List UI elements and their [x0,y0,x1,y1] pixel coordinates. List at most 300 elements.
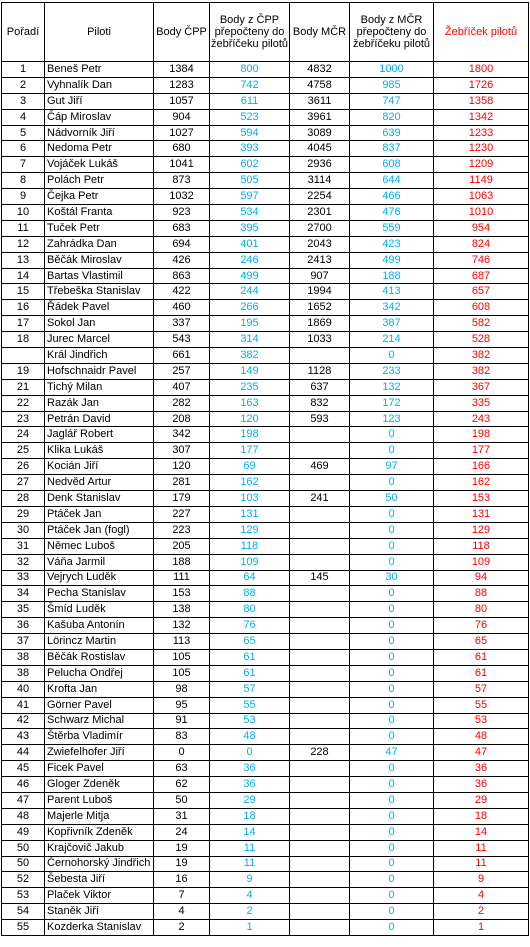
cell-mcr-converted: 97 [350,459,434,475]
table-row [2,681,529,697]
cell-cpp-converted: 244 [210,284,290,300]
cell-mcr-converted: 188 [350,268,434,284]
header-cpp-points: Body ČPP [154,3,210,62]
cell-ladder-points: 11 [434,856,529,872]
cell-pilot-name: Majerle Mitja [45,808,154,824]
cell-rank: 17 [2,316,45,332]
cell-pilot-name: Kašuba Antonín [45,618,154,634]
cell-rank: 4 [2,109,45,125]
cell-pilot-name: Beneš Petr [45,62,154,78]
table-row [2,920,529,936]
table-row [2,665,529,681]
cell-pilot-name: Gut Jiří [45,93,154,109]
cell-pilot-name: Zwiefelhofer Jiří [45,745,154,761]
cell-ladder-points: 57 [434,681,529,697]
cell-cpp-points: 138 [154,602,210,618]
cell-rank: 38 [2,665,45,681]
cell-cpp-points: 153 [154,586,210,602]
table-row [2,459,529,475]
cell-mcr-points [290,697,350,713]
cell-cpp-points: 1283 [154,77,210,93]
table-row [2,904,529,920]
cell-cpp-points: 307 [154,443,210,459]
cell-pilot-name: Petrán David [45,411,154,427]
cell-cpp-converted: 120 [210,411,290,427]
cell-mcr-points: 145 [290,570,350,586]
cell-ladder-points: 1 [434,920,529,936]
cell-pilot-name: Kozderka Stanislav [45,920,154,936]
cell-mcr-points: 1128 [290,363,350,379]
cell-cpp-converted: 594 [210,125,290,141]
cell-cpp-points: 19 [154,856,210,872]
cell-cpp-converted: 382 [210,348,290,364]
cell-cpp-converted: 2 [210,904,290,920]
cell-mcr-converted: 123 [350,411,434,427]
cell-mcr-converted: 0 [350,920,434,936]
cell-pilot-name: Ptáček Jan (fogl) [45,522,154,538]
table-row [2,236,529,252]
cell-rank: 52 [2,872,45,888]
cell-mcr-points: 1652 [290,300,350,316]
cell-cpp-converted: 131 [210,506,290,522]
cell-ladder-points: 1063 [434,189,529,205]
cell-cpp-converted: 109 [210,554,290,570]
table-row [2,173,529,189]
header-pilot-ladder: Žebříček pilotů [434,3,529,62]
cell-cpp-converted: 53 [210,713,290,729]
cell-pilot-name: Nádvorník Jiří [45,125,154,141]
cell-mcr-points: 2043 [290,236,350,252]
cell-ladder-points: 954 [434,220,529,236]
cell-mcr-points [290,427,350,443]
cell-mcr-converted: 0 [350,665,434,681]
cell-mcr-converted: 0 [350,634,434,650]
cell-pilot-name: Běčák Rostislav [45,649,154,665]
cell-mcr-converted: 747 [350,93,434,109]
cell-ladder-points: 1358 [434,93,529,109]
table-row [2,332,529,348]
cell-pilot-name: Razák Jan [45,395,154,411]
cell-pilot-name: Běčák Miroslav [45,252,154,268]
cell-mcr-converted: 0 [350,538,434,554]
cell-rank: 40 [2,681,45,697]
cell-mcr-converted: 0 [350,808,434,824]
cell-mcr-points: 637 [290,379,350,395]
cell-cpp-converted: 4 [210,888,290,904]
cell-mcr-converted: 639 [350,125,434,141]
cell-cpp-converted: 393 [210,141,290,157]
cell-mcr-points [290,618,350,634]
cell-cpp-converted: 401 [210,236,290,252]
table-row [2,808,529,824]
cell-ladder-points: 29 [434,792,529,808]
cell-rank: 55 [2,920,45,936]
cell-mcr-converted: 0 [350,649,434,665]
cell-cpp-converted: 266 [210,300,290,316]
cell-rank: 8 [2,173,45,189]
cell-rank: 21 [2,379,45,395]
cell-ladder-points: 9 [434,872,529,888]
cell-pilot-name: Jaglář Robert [45,427,154,443]
cell-rank: 33 [2,570,45,586]
cell-mcr-converted: 0 [350,856,434,872]
cell-ladder-points: 94 [434,570,529,586]
cell-mcr-points [290,872,350,888]
cell-cpp-points: 1041 [154,157,210,173]
cell-ladder-points: 48 [434,729,529,745]
cell-rank: 6 [2,141,45,157]
cell-mcr-converted: 0 [350,506,434,522]
cell-pilot-name: Šmíd Luděk [45,602,154,618]
cell-rank: 47 [2,792,45,808]
cell-pilot-name: Němec Luboš [45,538,154,554]
cell-cpp-points: 227 [154,506,210,522]
cell-pilot-name: Denk Stanislav [45,491,154,507]
cell-pilot-name: Zahrádka Dan [45,236,154,252]
cell-cpp-converted: 163 [210,395,290,411]
table-row [2,792,529,808]
cell-cpp-points: 62 [154,777,210,793]
cell-mcr-converted: 1000 [350,62,434,78]
table-row [2,840,529,856]
cell-ladder-points: 4 [434,888,529,904]
cell-cpp-points: 873 [154,173,210,189]
cell-mcr-points: 4758 [290,77,350,93]
cell-cpp-converted: 29 [210,792,290,808]
table-row [2,745,529,761]
cell-rank: 32 [2,554,45,570]
cell-pilot-name: Koštál Franta [45,205,154,221]
cell-rank: 37 [2,634,45,650]
header-row [2,3,529,62]
table-row [2,602,529,618]
cell-ladder-points: 18 [434,808,529,824]
cell-mcr-points: 907 [290,268,350,284]
cell-cpp-points: 0 [154,745,210,761]
cell-pilot-name: Čáp Miroslav [45,109,154,125]
cell-cpp-points: 694 [154,236,210,252]
cell-cpp-points: 426 [154,252,210,268]
cell-rank: 25 [2,443,45,459]
cell-ladder-points: 1230 [434,141,529,157]
cell-mcr-points: 3961 [290,109,350,125]
cell-rank: 2 [2,77,45,93]
cell-pilot-name: Pecha Stanislav [45,586,154,602]
cell-ladder-points: 88 [434,586,529,602]
cell-pilot-name: Vejrych Luděk [45,570,154,586]
cell-cpp-points: 4 [154,904,210,920]
cell-cpp-converted: 597 [210,189,290,205]
table-row [2,618,529,634]
table-row [2,284,529,300]
cell-cpp-converted: 76 [210,618,290,634]
cell-rank: 28 [2,491,45,507]
cell-mcr-converted: 214 [350,332,434,348]
cell-ladder-points: 80 [434,602,529,618]
cell-cpp-converted: 395 [210,220,290,236]
cell-mcr-converted: 608 [350,157,434,173]
cell-cpp-points: 281 [154,475,210,491]
cell-pilot-name: Lörincz Martin [45,634,154,650]
cell-rank: 30 [2,522,45,538]
cell-ladder-points: 198 [434,427,529,443]
cell-ladder-points: 65 [434,634,529,650]
cell-ladder-points: 14 [434,824,529,840]
cell-ladder-points: 582 [434,316,529,332]
table-row [2,363,529,379]
cell-ladder-points: 129 [434,522,529,538]
cell-mcr-points [290,522,350,538]
cell-mcr-points [290,888,350,904]
cell-pilot-name: Görner Pavel [45,697,154,713]
cell-mcr-points: 4045 [290,141,350,157]
cell-cpp-converted: 505 [210,173,290,189]
cell-rank: 24 [2,427,45,443]
cell-mcr-converted: 172 [350,395,434,411]
cell-mcr-converted: 820 [350,109,434,125]
cell-pilot-name: Váňa Jarmil [45,554,154,570]
cell-cpp-points: 407 [154,379,210,395]
cell-rank: 23 [2,411,45,427]
table-row [2,109,529,125]
table-row [2,888,529,904]
cell-rank: 35 [2,602,45,618]
cell-cpp-converted: 314 [210,332,290,348]
table-row [2,300,529,316]
cell-mcr-converted: 0 [350,840,434,856]
cell-pilot-name: Hofschnaidr Pavel [45,363,154,379]
cell-cpp-points: 19 [154,840,210,856]
table-row [2,205,529,221]
cell-rank: 54 [2,904,45,920]
cell-cpp-points: 1027 [154,125,210,141]
cell-mcr-points: 1033 [290,332,350,348]
cell-ladder-points: 382 [434,348,529,364]
cell-mcr-points: 1869 [290,316,350,332]
cell-cpp-converted: 602 [210,157,290,173]
cell-cpp-converted: 195 [210,316,290,332]
cell-mcr-points [290,681,350,697]
cell-cpp-points: 205 [154,538,210,554]
cell-ladder-points: 118 [434,538,529,554]
cell-cpp-points: 923 [154,205,210,221]
table-row [2,649,529,665]
cell-ladder-points: 687 [434,268,529,284]
cell-rank: 53 [2,888,45,904]
cell-ladder-points: 76 [434,618,529,634]
cell-mcr-converted: 0 [350,475,434,491]
cell-ladder-points: 746 [434,252,529,268]
cell-pilot-name: Král Jindřich [45,348,154,364]
cell-cpp-converted: 198 [210,427,290,443]
cell-mcr-points [290,348,350,364]
table-row [2,856,529,872]
cell-mcr-converted: 0 [350,713,434,729]
cell-pilot-name: Třebeška Stanislav [45,284,154,300]
cell-rank: 31 [2,538,45,554]
table-row [2,872,529,888]
cell-mcr-points: 3114 [290,173,350,189]
cell-pilot-name: Krajčovič Jakub [45,840,154,856]
cell-mcr-converted: 0 [350,554,434,570]
cell-rank: 41 [2,697,45,713]
cell-mcr-points [290,824,350,840]
cell-ladder-points: 335 [434,395,529,411]
cell-mcr-points [290,856,350,872]
cell-cpp-points: 904 [154,109,210,125]
cell-ladder-points: 608 [434,300,529,316]
table-row [2,522,529,538]
cell-mcr-converted: 0 [350,348,434,364]
cell-cpp-converted: 118 [210,538,290,554]
cell-mcr-converted: 30 [350,570,434,586]
cell-mcr-converted: 0 [350,681,434,697]
cell-mcr-points: 2936 [290,157,350,173]
table-row [2,570,529,586]
cell-ladder-points: 109 [434,554,529,570]
cell-pilot-name: Kopřivník Zdeněk [45,824,154,840]
cell-pilot-name: Kocián Jiří [45,459,154,475]
cell-mcr-points [290,602,350,618]
cell-rank: 36 [2,618,45,634]
cell-mcr-converted: 499 [350,252,434,268]
cell-pilot-name: Sokol Jan [45,316,154,332]
cell-mcr-points [290,538,350,554]
table-row [2,157,529,173]
cell-mcr-converted: 0 [350,697,434,713]
cell-pilot-name: Čejka Petr [45,189,154,205]
table-row [2,268,529,284]
cell-ladder-points: 824 [434,236,529,252]
pilot-ranking-table [1,2,529,936]
cell-cpp-converted: 61 [210,649,290,665]
cell-mcr-converted: 233 [350,363,434,379]
cell-cpp-points: 661 [154,348,210,364]
cell-cpp-converted: 11 [210,840,290,856]
cell-cpp-points: 111 [154,570,210,586]
cell-pilot-name: Polách Petr [45,173,154,189]
table-row [2,411,529,427]
table-row [2,125,529,141]
cell-mcr-converted: 50 [350,491,434,507]
cell-cpp-points: 105 [154,649,210,665]
cell-mcr-converted: 0 [350,824,434,840]
cell-cpp-points: 337 [154,316,210,332]
cell-ladder-points: 1149 [434,173,529,189]
cell-mcr-converted: 0 [350,904,434,920]
cell-ladder-points: 1342 [434,109,529,125]
cell-ladder-points: 1010 [434,205,529,221]
cell-mcr-converted: 423 [350,236,434,252]
cell-rank: 27 [2,475,45,491]
cell-pilot-name: Schwarz Michal [45,713,154,729]
cell-cpp-converted: 800 [210,62,290,78]
header-mcr-converted: Body z MČR přepočteny do žebříčeku pilotů [350,3,434,62]
cell-cpp-converted: 103 [210,491,290,507]
cell-mcr-converted: 0 [350,792,434,808]
table-row [2,379,529,395]
cell-pilot-name: Krofta Jan [45,681,154,697]
cell-cpp-points: 63 [154,761,210,777]
cell-mcr-converted: 644 [350,173,434,189]
cell-ladder-points: 367 [434,379,529,395]
cell-rank: 46 [2,777,45,793]
cell-cpp-points: 120 [154,459,210,475]
cell-pilot-name: Tichý Milan [45,379,154,395]
cell-pilot-name: Bartas Vlastimil [45,268,154,284]
cell-ladder-points: 528 [434,332,529,348]
cell-cpp-converted: 162 [210,475,290,491]
cell-mcr-converted: 132 [350,379,434,395]
cell-mcr-points: 241 [290,491,350,507]
cell-cpp-converted: 9 [210,872,290,888]
cell-mcr-converted: 0 [350,443,434,459]
cell-mcr-converted: 476 [350,205,434,221]
cell-mcr-converted: 0 [350,888,434,904]
cell-pilot-name: Ptáček Jan [45,506,154,522]
cell-cpp-converted: 18 [210,808,290,824]
table-row [2,62,529,78]
cell-ladder-points: 61 [434,649,529,665]
cell-mcr-points [290,665,350,681]
cell-rank: 3 [2,93,45,109]
cell-pilot-name: Parent Luboš [45,792,154,808]
cell-cpp-points: 1057 [154,93,210,109]
cell-pilot-name: Řádek Pavel [45,300,154,316]
table-row [2,729,529,745]
cell-mcr-points [290,777,350,793]
cell-ladder-points: 1800 [434,62,529,78]
cell-cpp-points: 83 [154,729,210,745]
cell-mcr-points: 593 [290,411,350,427]
cell-cpp-converted: 523 [210,109,290,125]
cell-mcr-converted: 0 [350,761,434,777]
table-row [2,189,529,205]
cell-cpp-points: 16 [154,872,210,888]
cell-ladder-points: 36 [434,777,529,793]
table-header [2,3,529,62]
cell-mcr-points: 2254 [290,189,350,205]
cell-cpp-points: 2 [154,920,210,936]
cell-cpp-converted: 177 [210,443,290,459]
table-body [2,62,529,936]
table-row [2,506,529,522]
cell-mcr-converted: 0 [350,586,434,602]
cell-rank: 11 [2,220,45,236]
cell-mcr-points [290,792,350,808]
header-mcr-points: Body MČR [290,3,350,62]
cell-ladder-points: 61 [434,665,529,681]
cell-cpp-points: 98 [154,681,210,697]
cell-cpp-converted: 61 [210,665,290,681]
cell-cpp-converted: 80 [210,602,290,618]
table-row [2,395,529,411]
cell-cpp-converted: 65 [210,634,290,650]
cell-cpp-points: 7 [154,888,210,904]
cell-rank: 1 [2,62,45,78]
table-row [2,316,529,332]
cell-mcr-converted: 0 [350,602,434,618]
cell-mcr-points: 832 [290,395,350,411]
cell-rank: 50 [2,840,45,856]
cell-ladder-points: 11 [434,840,529,856]
cell-mcr-converted: 342 [350,300,434,316]
table-row [2,220,529,236]
cell-rank: 13 [2,252,45,268]
cell-ladder-points: 53 [434,713,529,729]
header-rank: Pořadí [2,3,45,62]
cell-pilot-name: Vojáček Lukáš [45,157,154,173]
